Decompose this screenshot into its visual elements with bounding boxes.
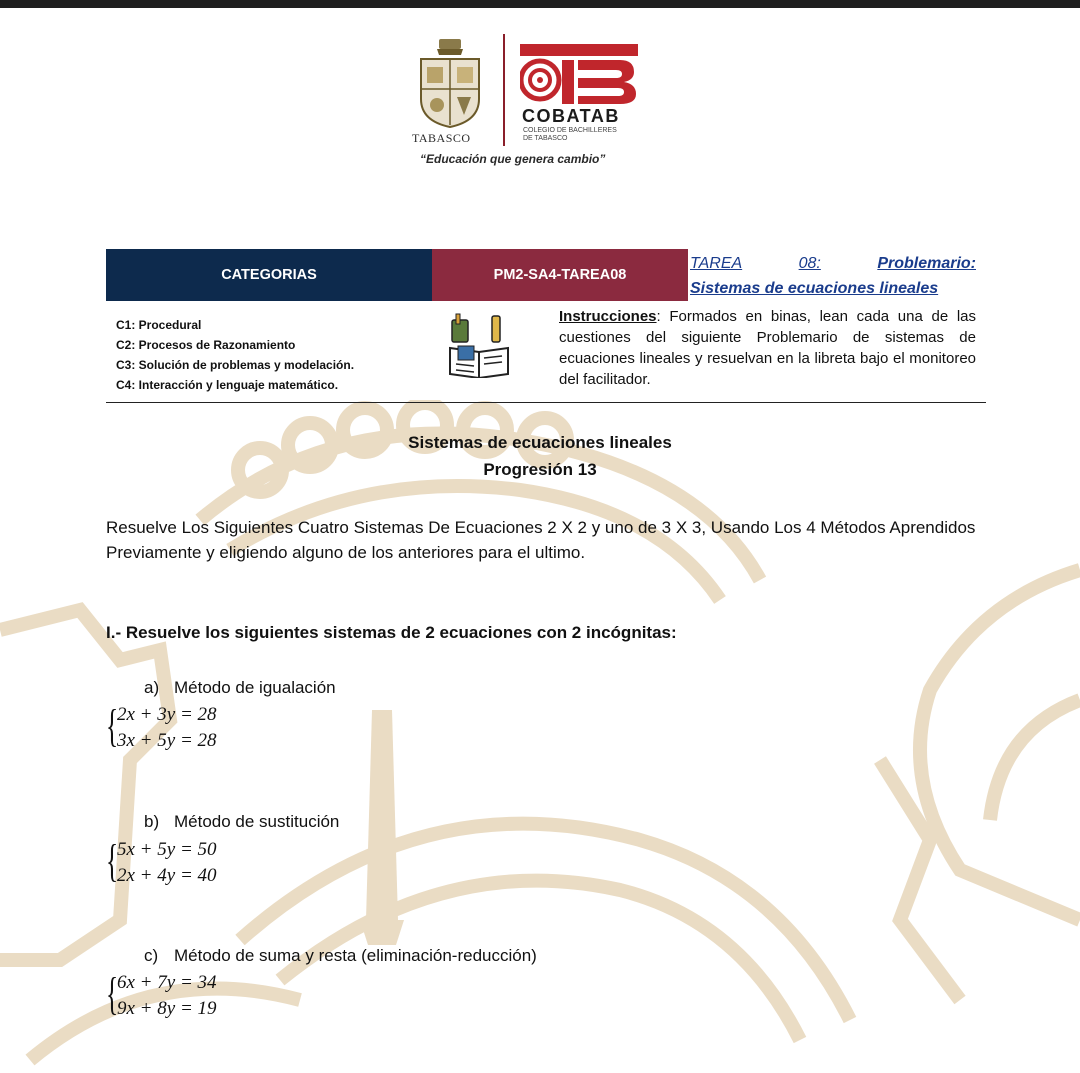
method-name: Método de suma y resta (eliminación-reducción) [174, 946, 537, 965]
page-title: Sistemas de ecuaciones lineales [408, 433, 672, 452]
task-code-label: PM2-SA4-TAREA08 [493, 267, 627, 283]
category-item: C4: Interacción y lenguaje matemático. [116, 378, 339, 392]
categories-header-label: CATEGORIAS [221, 267, 317, 283]
method-letter: b) [144, 812, 160, 831]
equation-system-a [106, 702, 217, 754]
equation: 2x + 3y = 28 [117, 704, 217, 725]
intro-paragraph: Resuelve Los Siguientes Cuatro Sistemas De Ecuaciones 2 X 2 y uno de 3 X 3, Usando Los 4 Métodos Aprendidos Previamente y eligiendo alguno de los anteriores para el ultimo. [106, 518, 976, 562]
instructions-label: Instrucciones [559, 308, 657, 325]
task-type: Problemario: [877, 255, 976, 272]
institution-name: COBATAB [522, 106, 620, 126]
equation: 6x + 7y = 34 [117, 972, 217, 993]
brace-symbol: { [106, 700, 119, 751]
equation: 2x + 4y = 40 [117, 865, 217, 886]
top-border [0, 0, 1080, 8]
method-name: Método de igualación [174, 678, 336, 697]
equation: 9x + 8y = 19 [117, 998, 217, 1019]
equation-system-b [106, 837, 217, 889]
cobatab-logo-icon [520, 44, 638, 106]
method-letter: c) [144, 946, 159, 965]
category-item: C1: Procedural [116, 318, 202, 332]
brace-symbol: { [106, 968, 119, 1019]
coat-of-arms-icon [417, 37, 483, 129]
categories-list [116, 315, 354, 395]
logo-divider [503, 34, 505, 146]
method-b-heading [144, 812, 339, 832]
task-subject: Sistemas de ecuaciones lineales [690, 280, 939, 297]
method-name: Método de sustitución [174, 812, 340, 831]
institution-full-line2: DE TABASCO [523, 135, 568, 142]
method-c-heading [144, 946, 537, 966]
task-word: TAREA [690, 255, 743, 272]
method-letter: a) [144, 678, 160, 697]
task-title-line1 [690, 255, 976, 273]
equation: 3x + 5y = 28 [117, 730, 217, 751]
page-subtitle: Progresión 13 [483, 460, 597, 479]
slogan: “Educación que genera cambio” [420, 152, 606, 166]
table-bottom-rule [106, 402, 986, 403]
categories-header [106, 249, 432, 301]
category-item: C2: Procesos de Razonamiento [116, 338, 296, 352]
section-heading: I.- Resuelve los siguientes sistemas de 2 ecuaciones con 2 incógnitas: [106, 623, 677, 642]
institution-full-name [523, 127, 643, 143]
category-item: C3: Solución de problemas y modelación. [116, 358, 355, 372]
institution-full-line1: COLEGIO DE BACHILLERES [523, 127, 617, 134]
equation-system-c [106, 970, 217, 1022]
tabasco-label: TABASCO [412, 131, 471, 145]
task-number: 08: [798, 255, 821, 272]
method-a-heading [144, 678, 336, 698]
book-supplies-icon [446, 312, 512, 378]
equation: 5x + 5y = 50 [117, 839, 217, 860]
task-code-header [432, 249, 688, 301]
brace-symbol: { [106, 835, 119, 886]
instructions [559, 306, 976, 390]
instructions-text: : Formados en binas, lean cada una de las cuestiones del siguiente Problemario de sistemas de ecuaciones lineales y resuelvan en la libreta bajo el monitoreo del facilitador. [559, 308, 976, 388]
